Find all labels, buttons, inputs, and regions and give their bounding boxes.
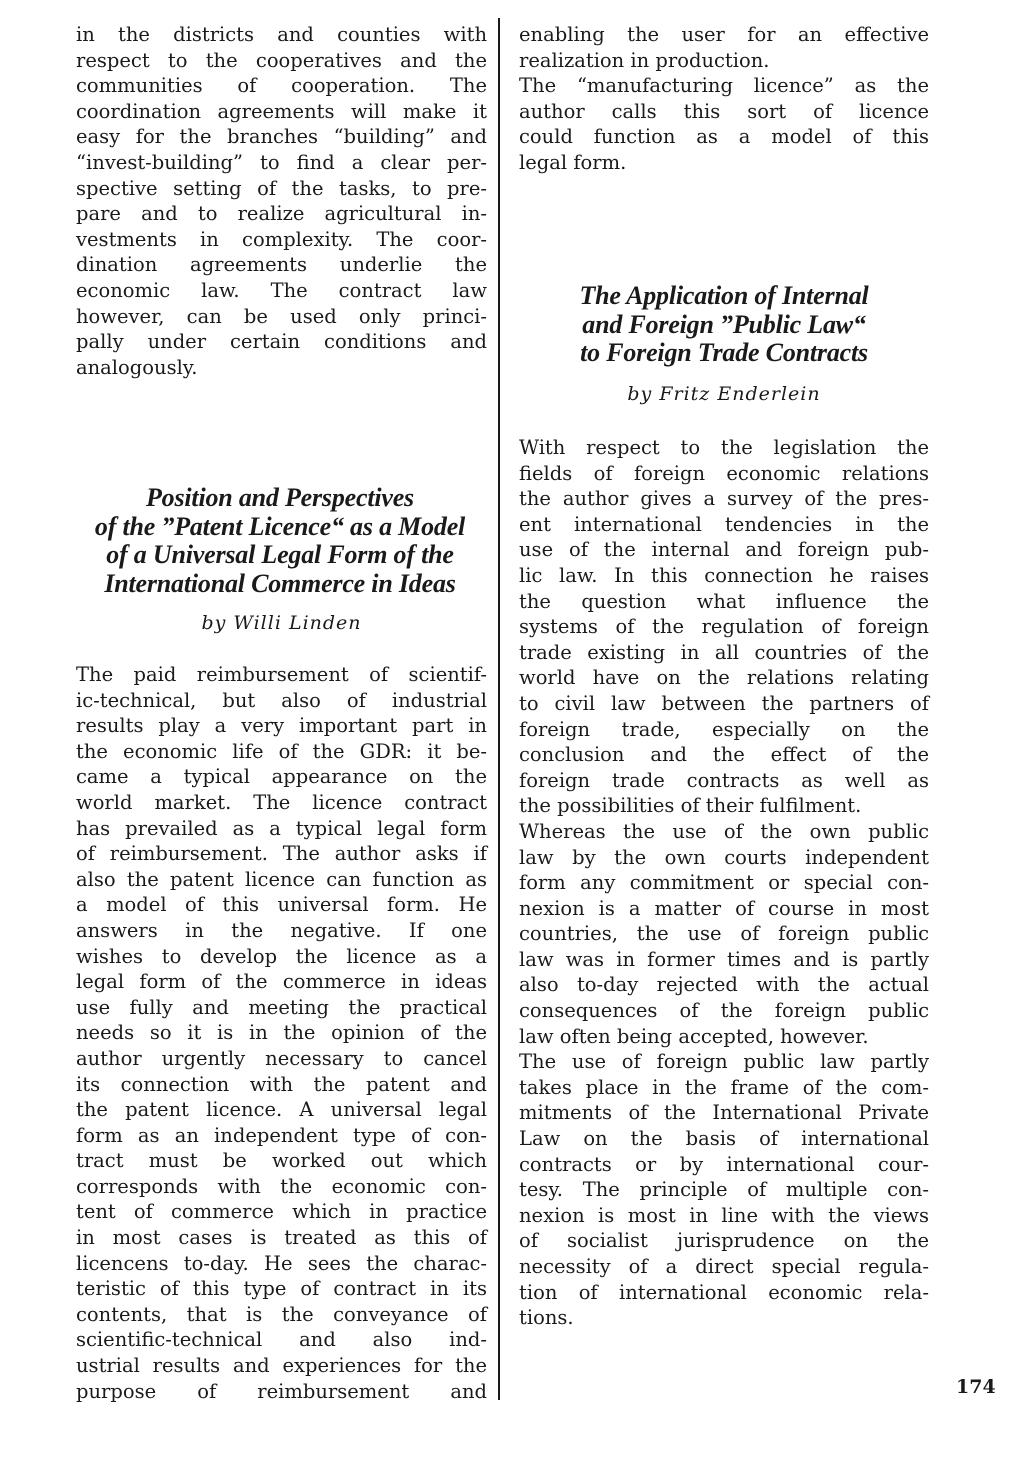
text-line: spective setting of the tasks, to pre- bbox=[76, 176, 487, 200]
text-line: With respect to the legislation the bbox=[519, 436, 929, 459]
text-line: form any commitment or special con- bbox=[519, 871, 929, 895]
text-line: tent of commerce which in practice bbox=[76, 1200, 487, 1224]
text-line: “invest-building” to find a clear per- bbox=[76, 150, 487, 174]
text-line: of reimbursement. The author asks if bbox=[76, 842, 487, 866]
text-line: mitments of the International Private bbox=[519, 1101, 929, 1125]
text-line: wishes to develop the licence as a bbox=[76, 944, 487, 968]
text-line: use fully and meeting the practical bbox=[76, 995, 487, 1019]
text-line: contents, that is the conveyance of bbox=[76, 1302, 487, 1326]
article-title bbox=[60, 484, 500, 598]
text-line: communities of cooperation. The bbox=[76, 74, 487, 98]
text-line: systems of the regulation of foreign bbox=[519, 615, 929, 639]
text-line: corresponds with the economic con- bbox=[76, 1174, 487, 1198]
text-line: the question what influence the bbox=[519, 589, 929, 613]
text-line: ent international tendencies in the bbox=[519, 512, 929, 536]
text-line: conclusion and the effect of the bbox=[519, 743, 929, 767]
title-line: of a Universal Legal Form of the bbox=[106, 540, 454, 569]
text-line: has prevailed as a typical legal form bbox=[76, 816, 487, 840]
text-line: foreign trade contracts as well as bbox=[519, 768, 929, 792]
continuation-paragraph bbox=[76, 22, 487, 380]
text-line: teristic of this type of contract in its bbox=[76, 1277, 487, 1301]
text-line: takes place in the frame of the com- bbox=[519, 1075, 929, 1099]
text-line: the patent licence. A universal legal bbox=[76, 1098, 487, 1122]
text-line: came a typical appearance on the bbox=[76, 765, 487, 789]
text-line: scientific-technical and also ind- bbox=[76, 1328, 487, 1352]
text-line: Whereas the use of the own public bbox=[519, 819, 929, 843]
title-line: to Foreign Trade Contracts bbox=[580, 338, 868, 367]
text-line: answers in the negative. If one bbox=[76, 918, 487, 942]
text-line: legal form of the commerce in ideas bbox=[76, 970, 487, 994]
text-line: tesy. The principle of multiple con- bbox=[519, 1178, 929, 1202]
column-divider bbox=[498, 18, 500, 1400]
text-line: a model of this universal form. He bbox=[76, 893, 487, 917]
text-line: fields of foreign economic relations bbox=[519, 461, 929, 485]
text-line: The paid reimbursement of scientif- bbox=[76, 663, 487, 686]
text-line: the author gives a survey of the pres- bbox=[519, 487, 929, 511]
text-line: results play a very important part in bbox=[76, 714, 487, 738]
text-line: the possibilities of their fulfilment. bbox=[519, 794, 862, 818]
text-line: dination agreements underlie the bbox=[76, 253, 487, 277]
text-line: consequences of the foreign public bbox=[519, 999, 929, 1023]
text-line: in most cases is treated as this of bbox=[76, 1226, 487, 1250]
text-line: world have on the relations relating bbox=[519, 666, 929, 690]
text-line: however, can be used only princi- bbox=[76, 304, 487, 328]
text-line: to civil law between the partners of bbox=[519, 691, 929, 715]
text-line: contracts or by international cour- bbox=[519, 1152, 929, 1176]
text-line: ic-technical, but also of industrial bbox=[76, 688, 487, 712]
text-line: its connection with the patent and bbox=[76, 1072, 487, 1096]
text-line: the economic life of the GDR: it be- bbox=[76, 739, 487, 763]
article-body bbox=[519, 435, 929, 1331]
text-line: law often being accepted, however. bbox=[519, 1024, 869, 1048]
text-line: lic law. In this connection he raises bbox=[519, 563, 929, 587]
title-line: International Commerce in Ideas bbox=[104, 568, 456, 598]
text-line: analogously. bbox=[76, 355, 198, 379]
title-line: The Application of Internal bbox=[579, 281, 869, 310]
text-line: form as an independent type of con- bbox=[76, 1123, 487, 1147]
text-line: could function as a model of this bbox=[519, 125, 929, 149]
article-byline: by Willi Linden bbox=[201, 612, 362, 634]
text-line: law by the own courts independent bbox=[519, 845, 929, 869]
text-line: economic law. The contract law bbox=[76, 278, 487, 302]
text-line: legal form. bbox=[519, 150, 627, 174]
text-line: purpose of reimbursement and bbox=[76, 1379, 487, 1403]
text-line: coordination agreements will make it bbox=[76, 99, 487, 123]
text-line: tions. bbox=[519, 1306, 574, 1330]
text-line: tract must be worked out which bbox=[76, 1149, 487, 1173]
text-line: The “manufacturing licence” as the bbox=[519, 74, 929, 98]
title-line: of the ”Patent Licence“ as a Model bbox=[94, 511, 466, 541]
text-line: countries, the use of foreign public bbox=[519, 922, 929, 946]
text-line: Law on the basis of international bbox=[519, 1127, 929, 1151]
text-line: use of the internal and foreign pub- bbox=[519, 538, 929, 562]
text-line: licencens to-day. He sees the charac- bbox=[76, 1251, 487, 1275]
text-line: tion of international economic rela- bbox=[519, 1280, 929, 1304]
text-line: law was in former times and is partly bbox=[519, 947, 929, 971]
text-line: also the patent licence can function as bbox=[76, 867, 487, 891]
text-line: pally under certain conditions and bbox=[76, 330, 487, 354]
text-line: foreign trade, especially on the bbox=[519, 717, 929, 741]
text-line: easy for the branches “building” and bbox=[76, 125, 487, 149]
text-line: in the districts and counties with bbox=[76, 23, 487, 46]
page-number: 174 bbox=[956, 1376, 996, 1398]
text-line: vestments in complexity. The coor- bbox=[76, 227, 487, 251]
text-line: trade existing in all countries of the bbox=[519, 640, 929, 664]
text-line: nexion is a matter of course in most bbox=[519, 896, 929, 920]
text-line: author urgently necessary to cancel bbox=[76, 1046, 487, 1070]
text-line: necessity of a direct special regula- bbox=[519, 1255, 929, 1278]
article-byline: by Fritz Enderlein bbox=[627, 383, 821, 405]
text-line: author calls this sort of licence bbox=[519, 99, 929, 123]
title-line: Position and Perspectives bbox=[146, 483, 414, 512]
text-line: also to-day rejected with the actual bbox=[519, 973, 929, 997]
text-line: nexion is most in line with the views bbox=[519, 1203, 929, 1227]
text-line: respect to the cooperatives and the bbox=[76, 48, 487, 72]
text-line: pare and to realize agricultural in- bbox=[76, 202, 487, 226]
article-title bbox=[519, 282, 929, 368]
right-column-continuation bbox=[519, 22, 929, 176]
text-line: of socialist jurisprudence on the bbox=[519, 1229, 929, 1253]
text-line: ustrial results and experiences for the bbox=[76, 1354, 487, 1378]
title-line: and Foreign ”Public Law“ bbox=[582, 309, 866, 339]
text-line: world market. The licence contract bbox=[76, 790, 487, 814]
text-line: The use of foreign public law partly bbox=[519, 1050, 929, 1074]
left-column-continuation bbox=[76, 22, 487, 380]
text-line: enabling the user for an effective bbox=[519, 23, 929, 46]
article-body bbox=[76, 662, 487, 1404]
text-line: realization in production. bbox=[519, 48, 770, 72]
continuation-paragraph bbox=[519, 22, 929, 176]
text-line: needs so it is in the opinion of the bbox=[76, 1021, 487, 1045]
